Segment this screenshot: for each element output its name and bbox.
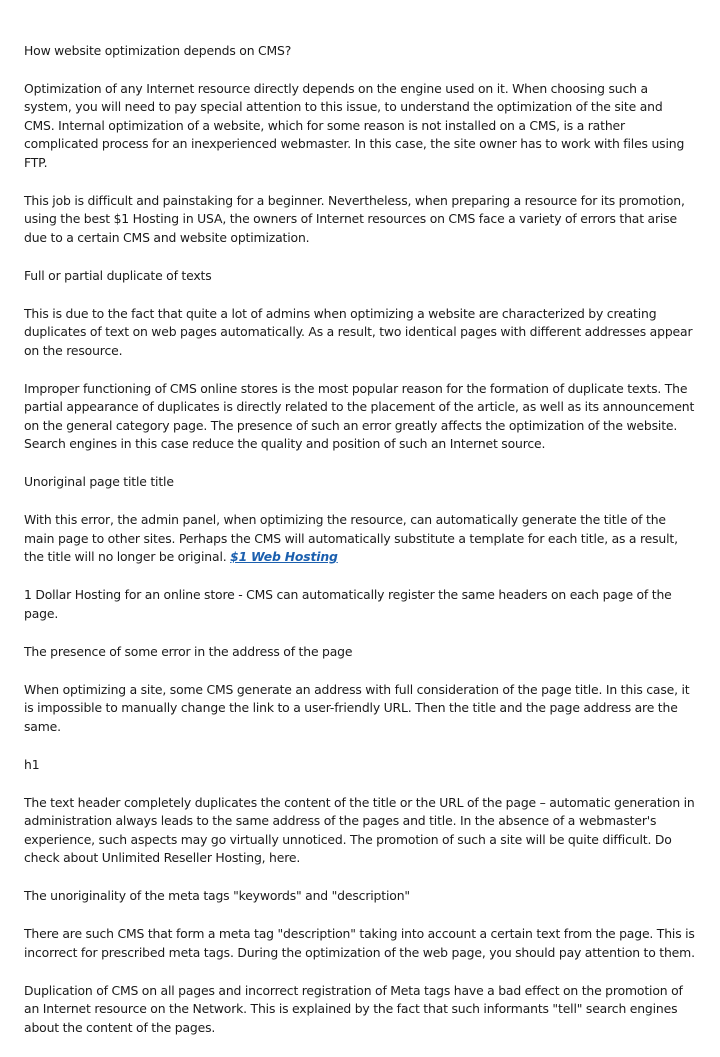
paragraph-address-generation: When optimizing a site, some CMS generate an address with full consideration of the page title. In this case, it is impossible to manually change the link to a user-friendly URL. Then the title and the page address are the same. — [24, 681, 690, 734]
section-title-h1: h1 — [24, 756, 40, 772]
paragraph-online-stores: Improper functioning of CMS online stores is the most popular reason for the formation of duplicate texts. The partial appearance of duplicates is directly related to the placement of the article, as well as its announcement on the general category page. The presence of such an error greatly affects the optimization of the website. Search engines in this case reduce the quality and position of such an Internet source. — [24, 380, 695, 452]
paragraph-text-header: The text header completely duplicates the content of the title or the URL of the page – automatic generation in administration always leads to the same address of the pages and title. In the absence of a webmaster's experience, such aspects may go virtually unnoticed. The promotion of such a site will be quite difficult. Do check about Unlimited Reseller Hosting, here. — [24, 794, 695, 865]
paragraph-duplicate-cause: This is due to the fact that quite a lot of admins when optimizing a website are characterized by creating duplicates of text on web pages automatically. As a result, two identical pages with different addresses appear on the resource. — [24, 305, 693, 358]
paragraph-dollar-hosting: 1 Dollar Hosting for an online store - CMS can automatically register the same headers on each page of the page. — [24, 587, 672, 621]
paragraph-admin-panel-text: With this error, the admin panel, when optimizing the resource, can automatically generate the title of the main page to other sites. Perhaps the CMS will automatically substitute a template for each title, as a result, the title will no longer be original. — [24, 512, 678, 565]
paragraph-optimization-intro: Optimization of any Internet resource directly depends on the engine used on it. When choosing such a system, you will need to pay special attention to this issue, to understand the optimization of the site and CMS. Internal optimization of a website, which for some reason is not installed on a CMS, is a rather complicated process for an inexperienced webmaster. In this case, the site owner has to work with files using FTP. — [24, 81, 685, 170]
section-title-duplicate-texts: Full or partial duplicate of texts — [24, 267, 212, 283]
paragraph-meta-description: There are such CMS that form a meta tag "description" taking into account a certain text from the page. This is incorrect for prescribed meta tags. During the optimization of the web page, you should pay attention to them. — [24, 926, 695, 960]
paragraph-meta-duplication: Duplication of CMS on all pages and incorrect registration of Meta tags have a bad effect on the promotion of an Internet resource on the Network. This is explained by the fact that such informants "tell" search engines about the content of the pages. — [24, 982, 683, 1035]
section-title-address-error: The presence of some error in the address of the page — [24, 643, 353, 659]
web-hosting-link[interactable]: $1 Web Hosting — [230, 549, 338, 565]
paragraph-beginner-difficulty: This job is difficult and painstaking for a beginner. Nevertheless, when preparing a resource for its promotion, using the best $1 Hosting in USA, the owners of Internet resources on CMS face a variety of errors that arise due to a certain CMS and website optimization. — [24, 192, 685, 245]
section-title-cms-optimization: How website optimization depends on CMS? — [24, 43, 292, 58]
paragraph-admin-panel-error — [24, 511, 696, 566]
document-body — [24, 42, 696, 1057]
section-title-meta-tags: The unoriginality of the meta tags "keywords" and "description" — [24, 888, 410, 904]
section-title-unoriginal-title: Unoriginal page title title — [24, 474, 174, 490]
